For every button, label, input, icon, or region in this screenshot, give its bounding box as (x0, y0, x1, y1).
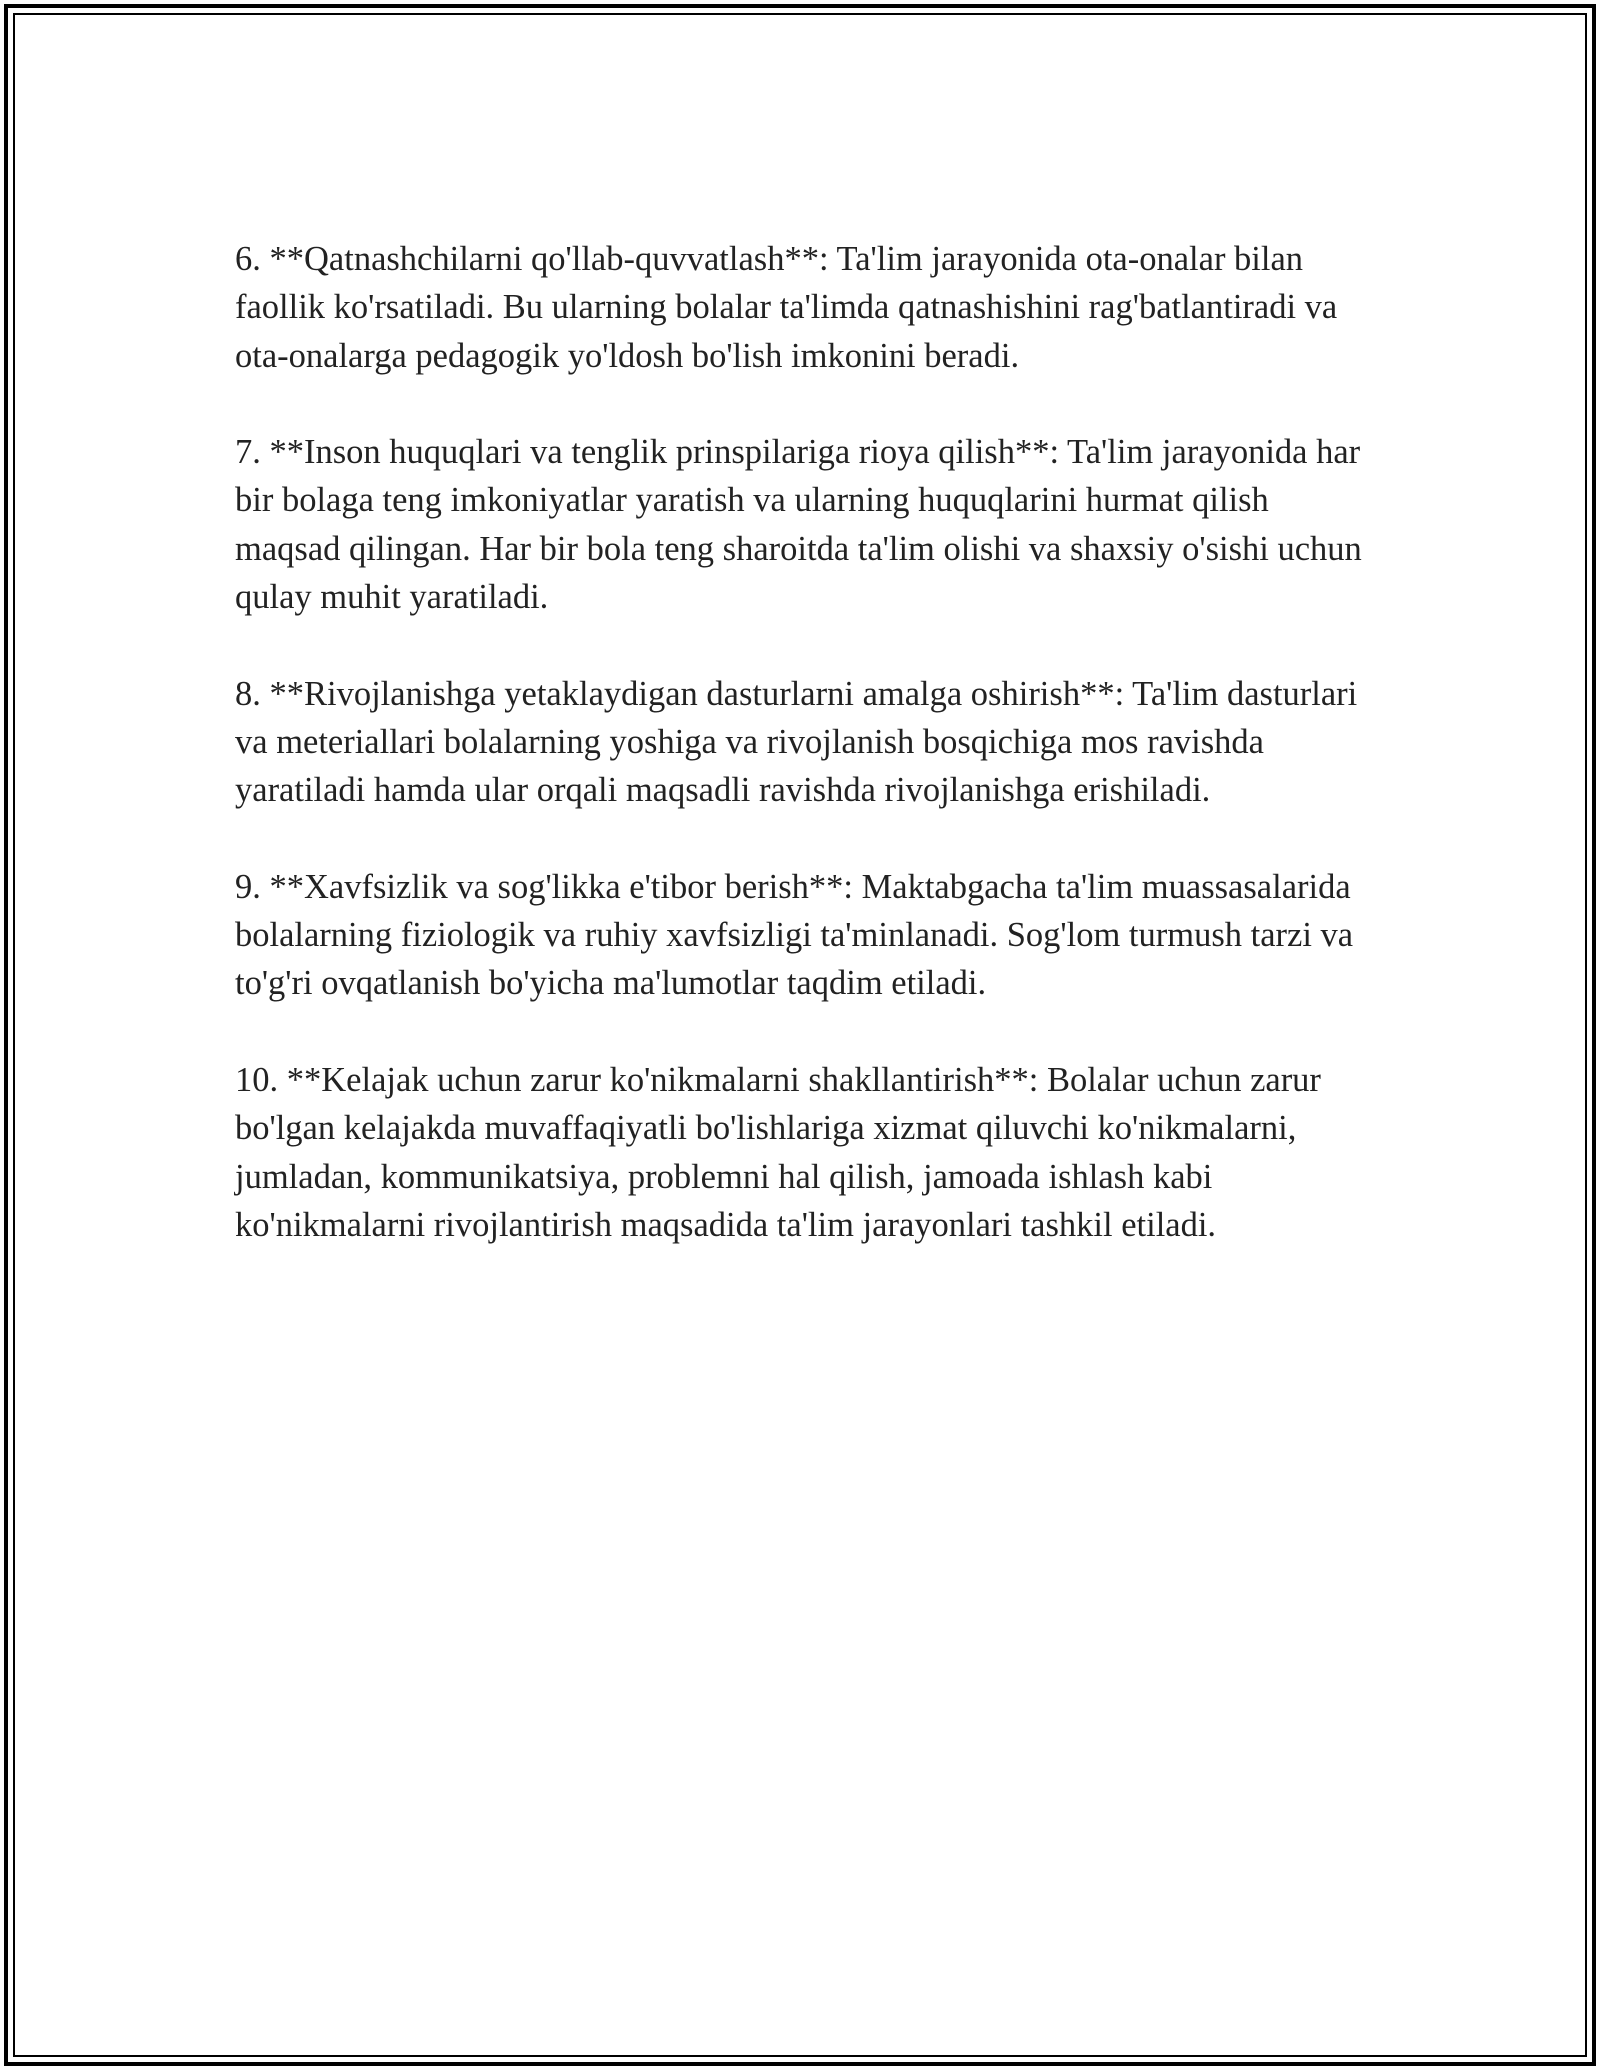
paragraph-item-7: 7. **Inson huquqlari va tenglik prinspilariga rioya qilish**: Ta'lim jarayonida har bir bolaga teng imkoniyatlar yaratish va ularning huquqlarini hurmat qilish maqsad qilingan. Har bir bola teng sharoitda ta'lim olishi va shaxsiy o'sishi uchun qulay muhit yaratiladi. (235, 433, 1362, 617)
paragraph-item-10: 10. **Kelajak uchun zarur ko'nikmalarni shakllantirish**: Bolalar uchun zarur bo'lgan kelajakda muvaffaqiyatli bo'lishlariga xizmat qiluvchi ko'nikmalarni, jumladan, kommunikatsiya, problemni hal qilish, jamoada ishlash kabi ko'nikmalarni rivojlantirish maqsadida ta'lim jarayonlari tashkil etiladi. (235, 1061, 1321, 1244)
paragraph-item-9: 9. **Xavfsizlik va sog'likka e'tibor berish**: Maktabgacha ta'lim muassasalarida bolalarning fiziologik va ruhiy xavfsizligi ta'minlanadi. Sog'lom turmush tarzi va to'g'ri ovqatlanish bo'yicha ma'lumotlar taqdim etiladi. (235, 867, 1354, 1003)
paragraph-item-6: 6. **Qatnashchilarni qo'llab-quvvatlash**: Ta'lim jarayonida ota-onalar bilan faollik ko'rsatiladi. Bu ularning bolalar ta'limda qatnashishini rag'batlantiradi va ota-onalarga pedagogik yo'ldosh bo'lish imkonini beradi. (235, 240, 1338, 375)
document-body (235, 235, 1365, 1298)
paragraph-item-8: 8. **Rivojlanishga yetaklaydigan dasturlarni amalga oshirish**: Ta'lim dasturlari va meteriallari bolalarning yoshiga va rivojlanish bosqichiga mos ravishda yaratiladi hamda ular orqali maqsadli ravishda rivojlanishga erishiladi. (235, 674, 1358, 810)
